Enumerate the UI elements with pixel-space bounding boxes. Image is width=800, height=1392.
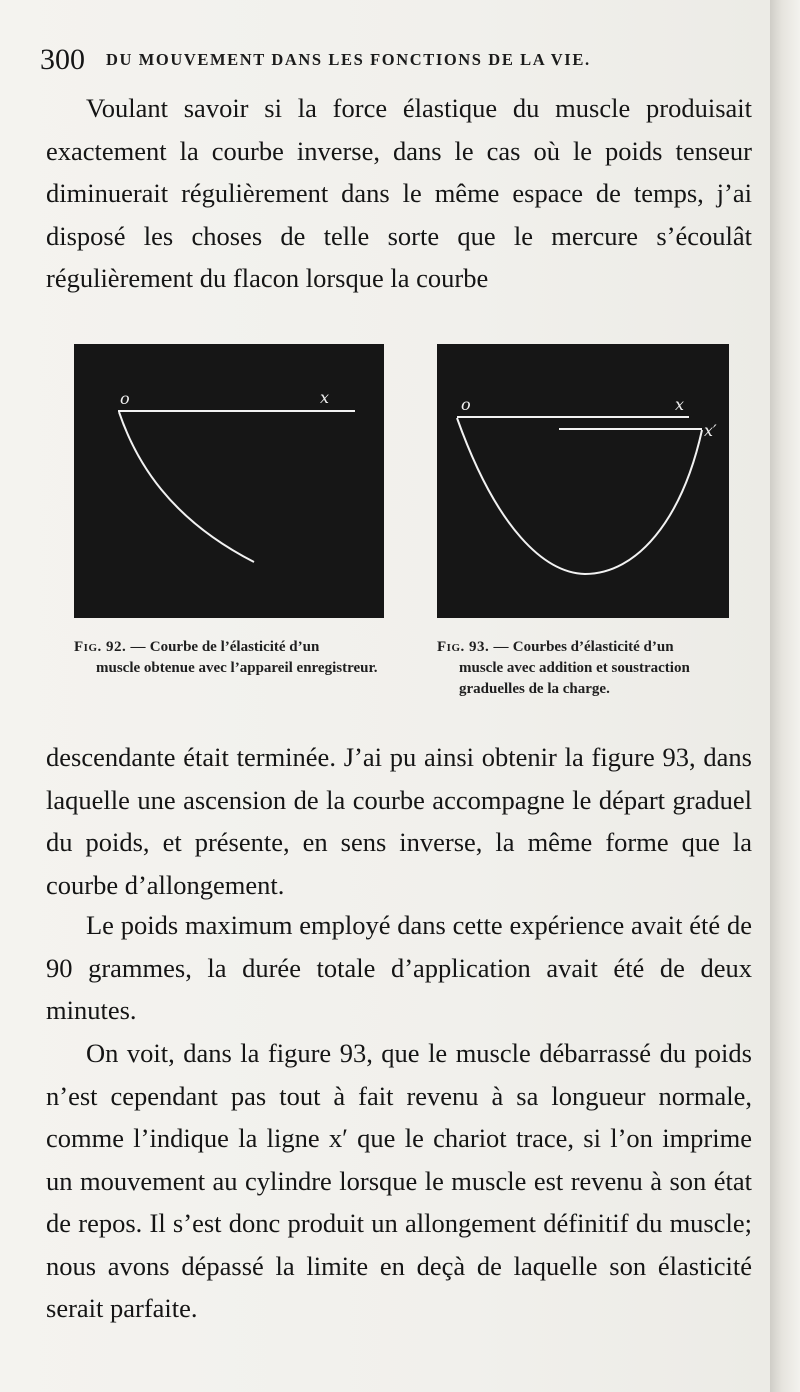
figure-92 [74, 344, 384, 618]
paragraph-4: On voit, dans la figure 93, que le muscle débarrassé du poids n’est cependant pas tout à fait revenu à sa longueur normale, comme l’indique la ligne x′ que le chariot trace, si l’on imprime un mouvement au cylindre lorsque le muscle est revenu à son état de repos. Il s’est donc produit un allongement définitif du muscle; nous avons dépassé la limite en deçà de laquelle son élasticité serait parfaite. [46, 1038, 752, 1323]
paragraph-1: Voulant savoir si la force élastique du muscle produisait exactement la courbe inverse, dans le cas où le poids tenseur diminuerait régulièrement dans le même espace de temps, j’ai disposé les choses de telle sorte que le mercure s’écoulât régulièrement du flacon lorsque la courbe [46, 93, 752, 293]
figure-93-curve [457, 418, 702, 574]
figure-92-caption [74, 637, 378, 679]
page-number: 300 [40, 43, 85, 76]
figure-93-caption [437, 637, 737, 700]
figure-92-x-label: x [320, 388, 330, 407]
page-header [40, 42, 760, 78]
paragraph-3: Le poids maximum employé dans cette expérience avait été de 90 grammes, la durée totale d’application avait été de deux minutes. [46, 910, 752, 1025]
page-edge-shadow [770, 0, 800, 1392]
figure-93-x-label: x [675, 395, 685, 414]
figure-93-caption-rest: muscle avec addition et soustraction graduelles de la charge. [459, 660, 690, 697]
figure-92-caption-rest: muscle obtenue avec l’appareil enregistreur. [96, 660, 378, 676]
figure-92-plot [74, 344, 384, 618]
figure-92-origin-label: o [120, 389, 130, 408]
figure-92-curve [119, 412, 254, 562]
figure-93-caption-first-line: Courbes d’élasticité d’un [512, 639, 674, 655]
figure-93-caption-prefix: Fig. 93. — [437, 639, 509, 655]
paragraph-2: descendante était terminée. J’ai pu ainsi obtenir la figure 93, dans laquelle une ascension de la courbe accompagne le départ graduel du poids, et présente, en sens inverse, la même forme que la courbe d’allongement. [46, 742, 752, 900]
figure-92-caption-prefix: Fig. 92. — [74, 639, 146, 655]
figure-92-caption-first-line: Courbe de l’élasticité d’un [149, 639, 320, 655]
running-head: DU MOUVEMENT DANS LES FONCTIONS DE LA VIE. [106, 50, 591, 69]
figure-93-origin-label: o [461, 395, 471, 414]
figure-93-plot [437, 344, 729, 618]
figure-93-x-prime-label: x′ [704, 421, 717, 440]
figure-93 [437, 344, 729, 618]
